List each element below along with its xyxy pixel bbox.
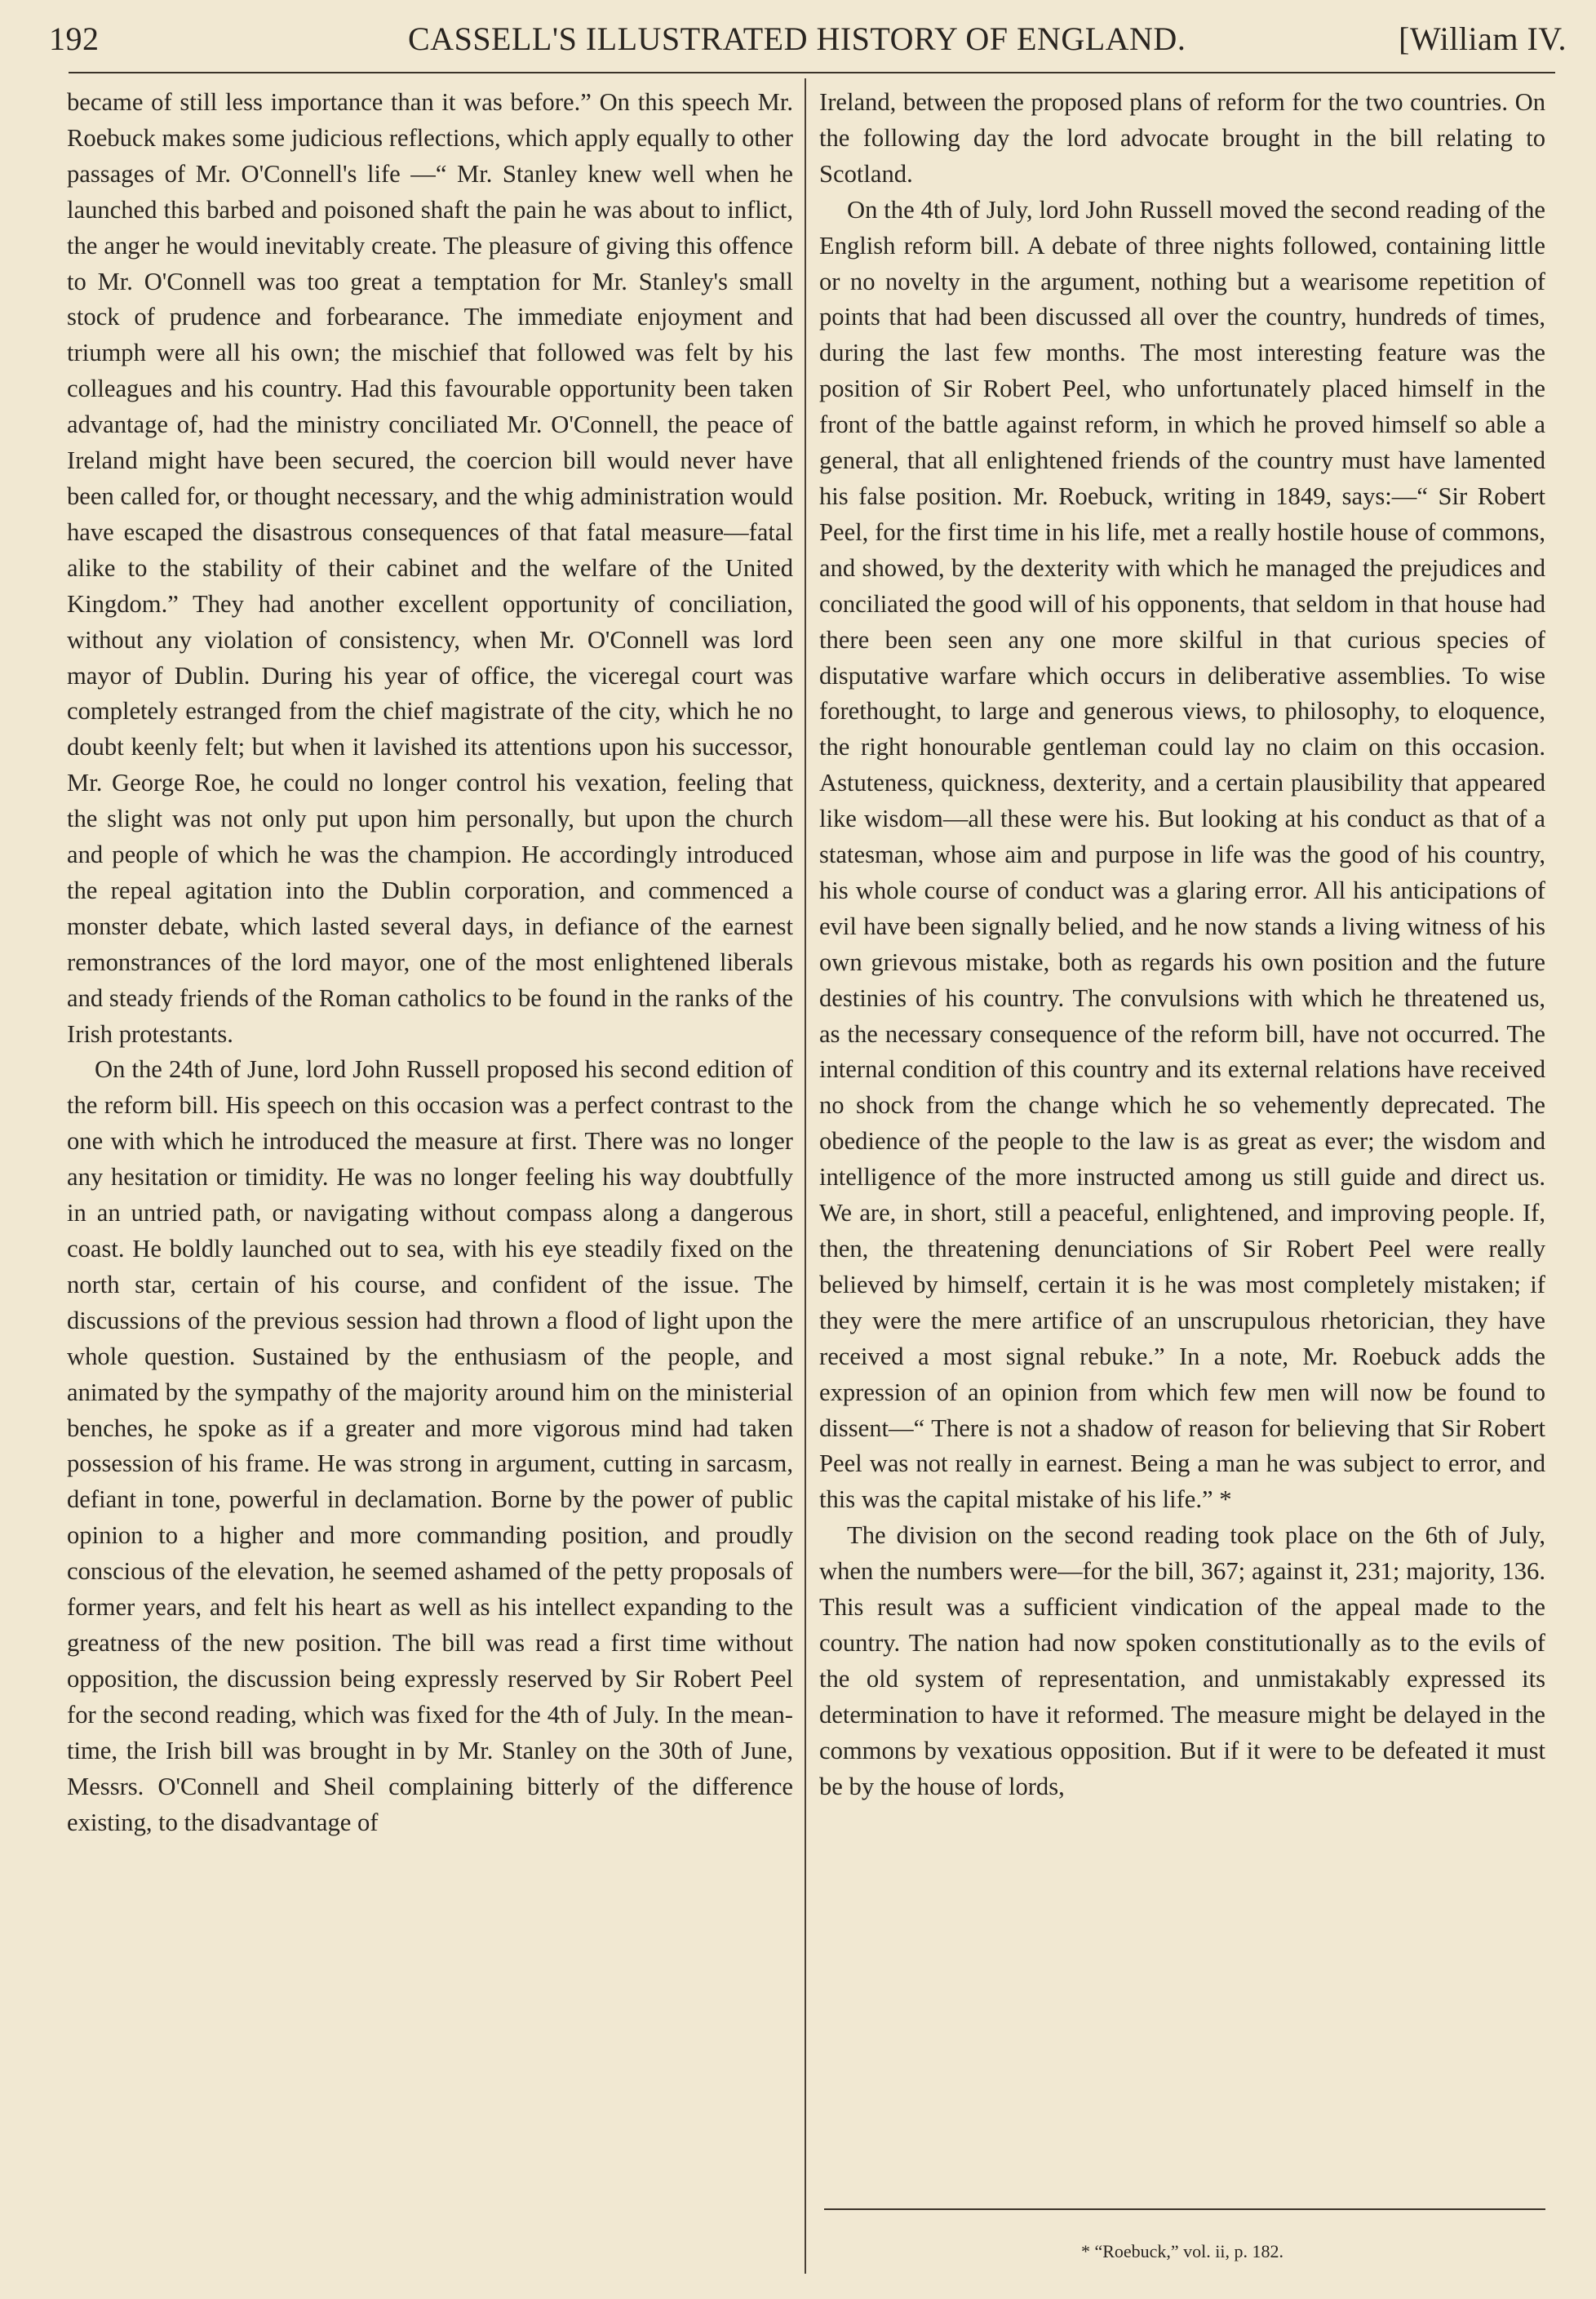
paragraph: On the 24th of June, lord John Russell proposed his second edition of the reform bill. His speech on this occasion was a perfect contrast to the one with which he introduced the measure at first. There was no longer any hesitation or timidity. He was no longer feeling his way doubtfully in an untried path, or navigating without compass along a dangerous coast. He boldly launched out to sea, with his eye steadily fixed on the north star, certain of his course, and confident of the issue. The discussions of the previous session had thrown a flood of light upon the whole question. Sustained by the enthusiasm of the people, and animated by the sympathy of the majority around him on the ministerial benches, he spoke as if a greater and more vigorous mind had taken possession of his frame. He was strong in argument, cutting in sarcasm, defiant in tone, powerful in declamation. Borne by the power of public opinion to a higher and more commanding position, and proudly conscious of the elevation, he seemed ashamed of the petty proposals of former years, and felt his heart as well as his intellect expanding to the greatness of the new position. The bill was read a first time without opposition, the discussion being expressly reserved by Sir Robert Peel for the second reading, which was fixed for the 4th of July. In the meantime, the Irish bill was brought in by Mr. Stanley on the 30th of June, Messrs. O'Connell and Sheil complaining bitterly of the difference existing, to the disadvantage of (67, 1055, 793, 1836)
column-divider (805, 78, 806, 2274)
paragraph: The division on the second reading took place on the 6th of July, when the numbers were—for the bill, 367; against it, 231; majority, 136. This result was a sufficient vindication of the appeal made to the country. The nation had now spoken constitutionally as to the evils of the old system of representation, and unmistakably expressed its determination to have it reformed. The measure might be delayed in the commons by vexatious opposition. But if it were to be defeated it must be by the house of lords, (819, 1521, 1545, 1800)
paragraph: Ireland, between the proposed plans of reform for the two countries. On the following day the lord advocate brought in the bill relating to Scotland. (819, 88, 1545, 188)
paragraph: became of still less importance than it was before.” On this speech Mr. Roebuck makes some judicious reflections, which apply equally to other passages of Mr. O'Connell's life —“ Mr. Stanley knew well when he launched this barbed and poisoned shaft the pain he was about to inflict, the anger he would inevitably create. The pleasure of giving this offence to Mr. O'Connell was too great a temptation for Mr. Stanley's small stock of prudence and forbearance. The immediate enjoyment and triumph were all his own; the mischief that followed was felt by his colleagues and his country. Had this favourable opportunity been taken advantage of, had the ministry conciliated Mr. O'Connell, the peace of Ireland might have been secured, the coercion bill would never have been called for, or thought necessary, and the whig administration would have escaped the disastrous consequences of that fatal measure—fatal alike to the stability of their cabinet and the welfare of the United Kingdom.” They had another excellent opportunity of conciliation, without any violation of consistency, when Mr. O'Connell was lord mayor of Dublin. During his year of office, the viceregal court was completely estranged from the chief magistrate of the city, which he no doubt keenly felt; but when it lavished its attentions upon his successor, Mr. George Roe, he could no longer control his vexation, feeling that the slight was not only put upon him personally, but upon the church and people of which he was the champion. He accordingly introduced the repeal agitation into the Dublin corporation, and commenced a monster debate, which lasted several days, in defiance of the earnest remonstrances of the lord mayor, one of the most enlightened liberals and steady friends of the Roman catholics to be found in the ranks of the Irish protestants. (67, 88, 793, 1048)
running-header (49, 15, 1567, 64)
right-column (819, 85, 1545, 2174)
footnote: * “Roebuck,” vol. ii, p. 182. (1080, 2241, 1284, 2261)
left-column (67, 85, 793, 2280)
running-title: CASSELL'S ILLUSTRATED HISTORY OF ENGLAND. (408, 20, 1186, 57)
footnote-rule (824, 2208, 1545, 2210)
reign-label: [William IV. (1399, 20, 1567, 57)
page-number: 192 (49, 20, 100, 57)
paragraph: On the 4th of July, lord John Russell moved the second reading of the English reform bill. A debate of three nights followed, containing little or no novelty in the argument, nothing but a wearisome repetition of points that had been discussed all over the country, hundreds of times, during the last few months. The most interesting feature was the position of Sir Robert Peel, who unfortunately placed himself in the front of the battle against reform, in which he proved himself so able a general, that all enlightened friends of the country must have lamented his false position. Mr. Roebuck, writing in 1849, says:—“ Sir Robert Peel, for the first time in his life, met a really hostile house of commons, and showed, by the dexterity with which he managed the prejudices and conciliated the good will of his opponents, that seldom in that house had there been seen any one more skilful in that curious species of disputative warfare which occurs in deliberative assemblies. To wise forethought, to large and generous views, to philosophy, to eloquence, the right honourable gentleman could lay no claim on this occasion. Astuteness, quickness, dexterity, and a certain plausibility that appeared like wisdom—all these were his. But looking at his conduct as that of a statesman, whose aim and purpose in life was the good of his country, his whole course of conduct was a glaring error. All his anticipations of evil have been signally belied, and he now stands a living witness of his own grievous mistake, both as regards his own position and the future destinies of his country. The convulsions with which he threatened us, as the necessary consequence of the reform bill, have not occurred. The internal condition of this country and its external relations have received no shock from the change which he so vehemently deprecated. The obedience of the people to the law is as great as ever; the wisdom and intelligence of the more instructed among us still guide and direct us. We are, in short, still a peaceful, enlightened, and improving people. If, then, the threatening denunciations of Sir Robert Peel were really believed by himself, certain it is he was most completely mistaken; if they were the mere artifice of an unscrupulous rhetorician, they have received a most signal rebuke.” In a note, Mr. Roebuck adds the expression of an opinion from which few men will now be found to dissent—“ There is not a shadow of reason for believing that Sir Robert Peel was not really in earnest. Being a man he was subject to error, and this was the capital mistake of his life.” * (819, 195, 1545, 1514)
header-rule (69, 72, 1555, 73)
